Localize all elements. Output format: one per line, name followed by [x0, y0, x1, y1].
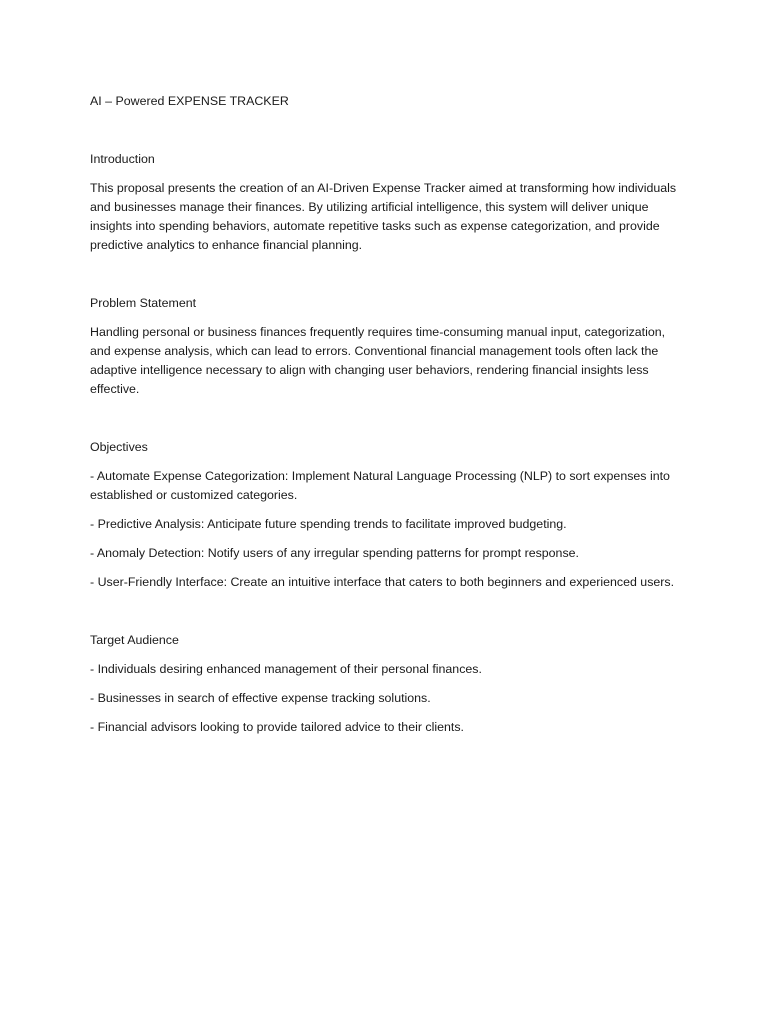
- list-item: - Financial advisors looking to provide tailored advice to their clients.: [90, 720, 464, 734]
- section-paragraph: This proposal presents the creation of an AI-Driven Expense Tracker aimed at transforming how individuals and businesses manage their finances. By utilizing artificial intelligence, this system will deliver unique insights into spending behaviors, automate repetitive tasks such as expense categorization, and provide predictive analytics to enhance financial planning.: [90, 181, 677, 252]
- list-item: - Individuals desiring enhanced management of their personal finances.: [90, 662, 482, 676]
- list-item: - Automate Expense Categorization: Implement Natural Language Processing (NLP) to sort expenses into established or customized categories.: [90, 469, 670, 502]
- section-target-audience: [90, 631, 686, 737]
- section-introduction: [90, 150, 686, 255]
- section-paragraph: Handling personal or business finances frequently requires time-consuming manual input, categorization, and expense analysis, which can lead to errors. Conventional financial management tools often lack the adaptive intelligence necessary to align with changing user behaviors, rendering financial insights less effective.: [90, 325, 666, 396]
- section-heading: Introduction: [90, 152, 155, 166]
- section-heading: Target Audience: [90, 633, 179, 647]
- section-heading: Objectives: [90, 440, 148, 454]
- list-item: - Anomaly Detection: Notify users of any irregular spending patterns for prompt response.: [90, 546, 579, 560]
- list-item: - User-Friendly Interface: Create an intuitive interface that caters to both beginners and experienced users.: [90, 575, 675, 589]
- section-problem-statement: [90, 294, 686, 399]
- document-title: AI – Powered EXPENSE TRACKER: [90, 94, 289, 108]
- section-heading: Problem Statement: [90, 296, 197, 310]
- document-body: [90, 92, 686, 776]
- section-objectives: [90, 438, 686, 592]
- list-item: - Predictive Analysis: Anticipate future spending trends to facilitate improved budgeting.: [90, 517, 567, 531]
- list-item: - Businesses in search of effective expense tracking solutions.: [90, 691, 431, 705]
